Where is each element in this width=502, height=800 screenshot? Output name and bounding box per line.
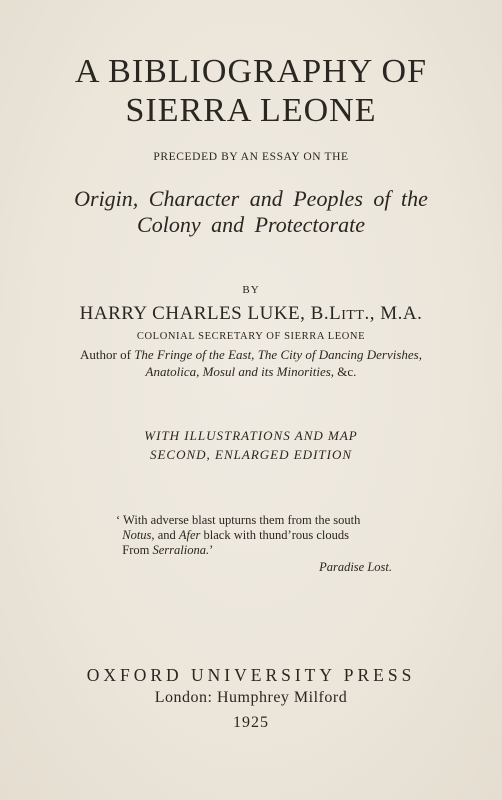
by-label: BY — [242, 284, 260, 296]
works-suffix: &c. — [334, 364, 357, 379]
author-degree-end: ., M.A. — [364, 303, 423, 324]
essay-subtitle-line-1: Origin, Character and Peoples of the — [74, 186, 428, 211]
epigraph-line-3 — [116, 543, 396, 558]
epigraph-from: From — [122, 543, 153, 557]
essay-subtitle — [0, 186, 502, 238]
epigraph-source: Paradise Lost. — [319, 560, 392, 574]
author-degree-litt: ITT — [341, 308, 365, 323]
works-prefix: Author of — [80, 347, 135, 362]
epigraph-afer: Afer — [178, 528, 201, 542]
author-degree-b: B.L — [310, 303, 342, 324]
edition-second: SECOND, ENLARGED EDITION — [149, 447, 353, 462]
epigraph-notus: Notus, — [122, 528, 155, 542]
publication-year: 1925 — [233, 714, 269, 731]
work-fringe-of-the-east: The Fringe of the East, — [134, 347, 255, 362]
preceded-line: PRECEDED BY AN ESSAY ON THE — [153, 151, 349, 163]
work-mosul: Mosul and its Minorities, — [202, 364, 335, 379]
epigraph-close-quote: ’ — [209, 543, 214, 557]
essay-subtitle-line-2: Colony and Protectorate — [137, 212, 365, 237]
epigraph — [116, 513, 396, 575]
epigraph-serraliona: Serraliona. — [152, 543, 210, 557]
book-title-line-1: A BIBLIOGRAPHY OF — [74, 53, 427, 90]
author-position: COLONIAL SECRETARY OF SIERRA LEONE — [136, 331, 366, 342]
author-works — [0, 346, 502, 380]
work-city-of-dancing-dervishes: The City of Dancing Dervishes, — [257, 347, 422, 362]
epigraph-line-1: ‘ With adverse blast upturns them from the south — [116, 513, 361, 527]
author-works-line-2 — [0, 363, 502, 380]
work-anatolica: Anatolica, — [145, 364, 200, 379]
epigraph-line-2 — [116, 528, 396, 543]
author-name-text: HARRY CHARLES LUKE, — [79, 303, 306, 324]
epigraph-and: and — [154, 528, 179, 542]
edition-notes — [0, 426, 502, 464]
publisher-name: OXFORD UNIVERSITY PRESS — [86, 665, 416, 685]
author-name — [0, 303, 502, 325]
edition-illustrations: WITH ILLUSTRATIONS AND MAP — [144, 428, 358, 443]
publisher-city: London: Humphrey Milford — [154, 689, 348, 706]
book-title-line-2: SIERRA LEONE — [125, 92, 377, 129]
book-title — [0, 52, 502, 130]
epigraph-line-2-end: black with thund’rous clouds — [200, 528, 349, 542]
author-works-line-1 — [0, 346, 502, 363]
